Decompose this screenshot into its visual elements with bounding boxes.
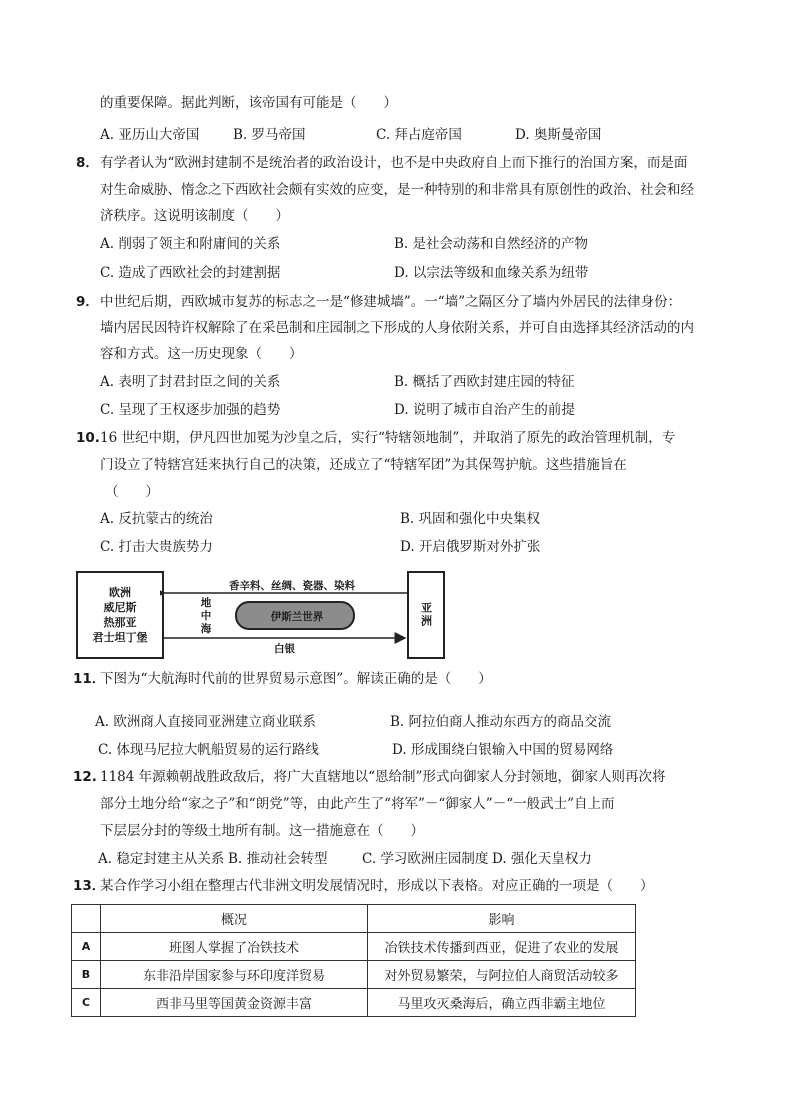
q8-option-c[interactable]: C. 造成了西欧社会的封建割据 xyxy=(100,265,281,281)
asia-box xyxy=(407,571,445,659)
q13-number: 13． xyxy=(73,878,106,894)
europe-label: 欧洲 xyxy=(109,586,131,599)
q10-stem-line-3: （ ） xyxy=(105,484,159,500)
row-impact: 冶铁技术传播到西亚，促进了农业的发展 xyxy=(368,933,636,961)
table-row[interactable] xyxy=(72,961,636,989)
q8-option-a[interactable]: A. 削弱了领主和附庸间的关系 xyxy=(100,236,281,252)
q12-stem-line-2: 部分土地分给“家之子”和“朗党”等，由此产生了“将军”－“御家人”－“一般武士”自上而 xyxy=(100,796,615,812)
row-impact: 对外贸易繁荣，与阿拉伯人商贸活动较多 xyxy=(368,961,636,989)
q7-stem-tail: 的重要保障。据此判断，该帝国有可能是（ ） xyxy=(100,95,397,111)
row-key: C xyxy=(72,989,101,1017)
q8-option-d[interactable]: D. 以宗法等级和血缘关系为纽带 xyxy=(394,265,589,281)
q9-stem-line-1: 中世纪后期，西欧城市复苏的标志之一是“修建城墙”。一“墙”之隔区分了墙内外居民的法律身份： xyxy=(100,294,682,310)
q12-stem-line-1: 1184 年源赖朝战胜政敌后，将广大直辖地以“恩给制”形式向御家人分封领地，御家人则再次将 xyxy=(100,769,666,785)
q12-number: 12. xyxy=(73,769,97,785)
q12-option-c[interactable]: C. 学习欧洲庄园制度 xyxy=(362,851,489,867)
q9-option-a[interactable]: A. 表明了封君封臣之间的关系 xyxy=(100,374,281,390)
q10-option-b[interactable]: B. 巩固和强化中央集权 xyxy=(400,511,541,527)
q9-stem-line-2: 墙内居民因特许权解除了在采邑制和庄园制之下形成的人身依附关系，并可自由选择其经济活动的内 xyxy=(100,320,694,336)
sea-char-1: 地 xyxy=(200,597,212,609)
q10-number: 10. xyxy=(76,430,100,446)
q8-number: 8． xyxy=(76,155,99,171)
q10-option-d[interactable]: D. 开启俄罗斯对外扩张 xyxy=(400,539,541,555)
q11-option-b[interactable]: B. 阿拉伯商人推动东西方的商品交流 xyxy=(390,714,612,730)
q12-option-a[interactable]: A. 稳定封建主从关系 xyxy=(98,851,225,867)
q11-stem: 下图为“大航海时代前的世界贸易示意图”。解读正确的是（ ） xyxy=(100,671,492,687)
q9-number: 9． xyxy=(76,294,99,310)
q8-stem-line-1: 有学者认为“欧洲封建制不是统治者的政治设计，也不是中央政府自上而下推行的治国方案，而是面 xyxy=(100,155,688,171)
q10-stem-line-2: 门设立了特辖宫廷来执行自己的决策，还成立了“特辖军团”为其保驾护航。这些措施旨在 xyxy=(100,457,627,473)
q7-option-b[interactable]: B. 罗马帝国 xyxy=(233,127,306,143)
q13-stem: 某合作学习小组在整理古代非洲文明发展情况时，形成以下表格。对应正确的一项是（ ） xyxy=(100,878,654,894)
q9-option-c[interactable]: C. 呈现了王权逐步加强的趋势 xyxy=(100,402,281,418)
table-header-row xyxy=(72,905,636,933)
sea-char-3: 海 xyxy=(200,623,212,635)
q11-option-c[interactable]: C. 体现马尼拉大帆船贸易的运行路线 xyxy=(98,742,319,758)
q11-number: 11． xyxy=(73,671,106,687)
q9-option-d[interactable]: D. 说明了城市自治产生的前提 xyxy=(394,402,575,418)
q10-stem-line-1: 16 世纪中期，伊凡四世加冕为沙皇之后，实行“特辖领地制”，并取消了原先的政治管理机制，专 xyxy=(100,430,676,446)
q10-option-a[interactable]: A. 反抗蒙古的统治 xyxy=(100,511,213,527)
q8-stem-line-3: 济秩序。这说明该制度（ ） xyxy=(100,208,289,224)
constantinople-label: 君士坦丁堡 xyxy=(92,631,148,644)
q8-option-b[interactable]: B. 是社会动荡和自然经济的产物 xyxy=(394,236,589,252)
q12-option-b[interactable]: B. 推动社会转型 xyxy=(228,851,328,867)
genoa-label: 热那亚 xyxy=(103,616,137,629)
q12-option-d[interactable]: D. 强化天皇权力 xyxy=(492,851,592,867)
table-header-impact: 影响 xyxy=(368,905,636,933)
venice-label: 威尼斯 xyxy=(103,601,137,614)
sea-char-2: 中 xyxy=(200,610,212,622)
row-overview: 班图人掌握了冶铁技术 xyxy=(101,933,368,961)
table-header-blank xyxy=(72,905,101,933)
row-overview: 东非沿岸国家参与环印度洋贸易 xyxy=(101,961,368,989)
goods-label: 香辛料、丝绸、瓷器、染料 xyxy=(229,580,355,592)
table-header-overview: 概况 xyxy=(101,905,368,933)
row-key: B xyxy=(72,961,101,989)
row-overview: 西非马里等国黄金资源丰富 xyxy=(101,989,368,1017)
q7-option-c[interactable]: C. 拜占庭帝国 xyxy=(376,127,462,143)
q7-option-d[interactable]: D. 奥斯曼帝国 xyxy=(515,127,602,143)
europe-box xyxy=(76,571,164,659)
q9-option-b[interactable]: B. 概括了西欧封建庄园的特征 xyxy=(394,374,575,390)
table-row[interactable] xyxy=(72,989,636,1017)
asia-label: 亚洲 xyxy=(419,602,433,628)
q9-stem-line-3: 容和方式。这一历史现象（ ） xyxy=(100,346,303,362)
africa-table xyxy=(71,904,636,1017)
q12-stem-line-3: 下层层分封的等级土地所有制。这一措施意在（ ） xyxy=(100,823,424,839)
row-key: A xyxy=(72,933,101,961)
mediterranean-label xyxy=(199,597,213,636)
q7-option-a[interactable]: A. 亚历山大帝国 xyxy=(100,127,200,143)
row-impact: 马里攻灭桑海后，确立西非霸主地位 xyxy=(368,989,636,1017)
table-row[interactable] xyxy=(72,933,636,961)
silver-label: 白银 xyxy=(274,643,295,655)
q11-option-d[interactable]: D. 形成围绕白银输入中国的贸易网络 xyxy=(392,742,614,758)
q10-option-c[interactable]: C. 打击大贵族势力 xyxy=(100,539,213,555)
islamic-world-label: 伊斯兰世界 xyxy=(270,611,324,623)
q8-stem-line-2: 对生命威胁、惰念之下西欧社会颇有实效的应变，是一种特别的和非常具有原创性的政治、社会和经 xyxy=(100,182,694,198)
q11-option-a[interactable]: A. 欧洲商人直接同亚洲建立商业联系 xyxy=(95,714,316,730)
